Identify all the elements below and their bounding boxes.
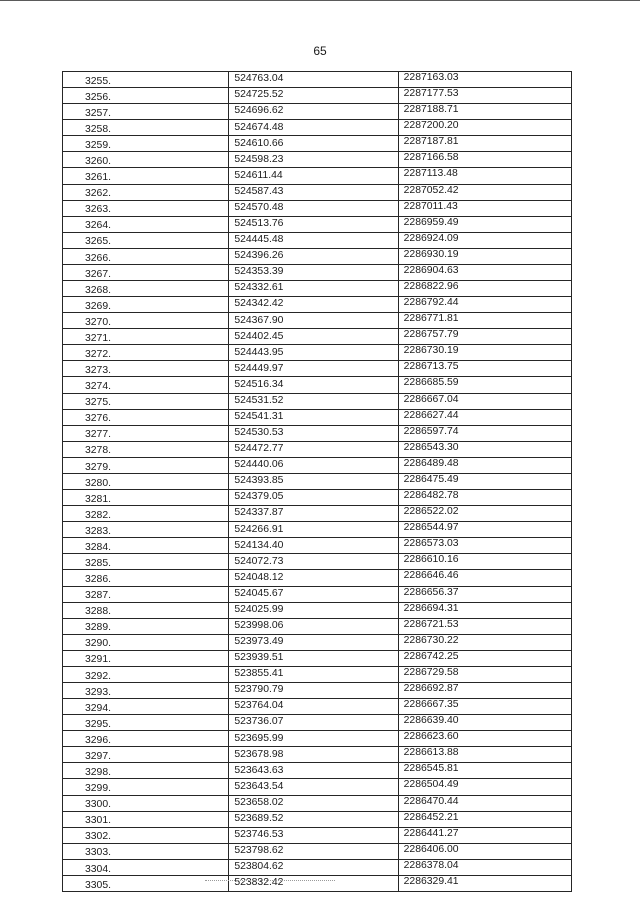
point-number-cell: 3299. (63, 779, 229, 795)
table-row (63, 232, 572, 248)
point-number-cell: 3283. (63, 522, 229, 538)
point-number-cell: 3296. (63, 731, 229, 747)
x-coordinate-cell: 523746.53 (229, 827, 398, 843)
table-row (63, 152, 572, 168)
table-row (63, 248, 572, 264)
x-coordinate-cell: 524449.97 (229, 361, 398, 377)
x-coordinate-cell: 524445.48 (229, 232, 398, 248)
point-number-cell: 3279. (63, 457, 229, 473)
x-coordinate-cell: 524696.62 (229, 104, 398, 120)
point-number-cell: 3269. (63, 297, 229, 313)
y-coordinate-cell: 2286522.02 (398, 506, 571, 522)
point-number-cell: 3303. (63, 843, 229, 859)
point-number-cell: 3285. (63, 554, 229, 570)
table-row (63, 329, 572, 345)
x-coordinate-cell: 523678.98 (229, 747, 398, 763)
point-number-cell: 3259. (63, 136, 229, 152)
y-coordinate-cell: 2286452.21 (398, 811, 571, 827)
point-number-cell: 3286. (63, 570, 229, 586)
table-row (63, 506, 572, 522)
point-number-cell: 3260. (63, 152, 229, 168)
point-number-cell: 3278. (63, 441, 229, 457)
point-number-cell: 3292. (63, 666, 229, 682)
point-number-cell: 3280. (63, 473, 229, 489)
x-coordinate-cell: 524611.44 (229, 168, 398, 184)
y-coordinate-cell: 2286627.44 (398, 409, 571, 425)
point-number-cell: 3273. (63, 361, 229, 377)
x-coordinate-cell: 524402.45 (229, 329, 398, 345)
point-number-cell: 3295. (63, 715, 229, 731)
point-number-cell: 3255. (63, 72, 229, 88)
y-coordinate-cell: 2286656.37 (398, 586, 571, 602)
y-coordinate-cell: 2286639.40 (398, 715, 571, 731)
table-row (63, 473, 572, 489)
x-coordinate-cell: 523973.49 (229, 634, 398, 650)
y-coordinate-cell: 2286792.44 (398, 297, 571, 313)
x-coordinate-cell: 523855.41 (229, 666, 398, 682)
table-row (63, 731, 572, 747)
x-coordinate-cell: 524393.85 (229, 473, 398, 489)
y-coordinate-cell: 2287200.20 (398, 120, 571, 136)
table-row (63, 297, 572, 313)
x-coordinate-cell: 523689.52 (229, 811, 398, 827)
table-row (63, 779, 572, 795)
table-row (63, 361, 572, 377)
point-number-cell: 3294. (63, 699, 229, 715)
y-coordinate-cell: 2287113.48 (398, 168, 571, 184)
table-row (63, 409, 572, 425)
point-number-cell: 3288. (63, 602, 229, 618)
y-coordinate-cell: 2287187.81 (398, 136, 571, 152)
x-coordinate-cell: 524342.42 (229, 297, 398, 313)
y-coordinate-cell: 2286597.74 (398, 425, 571, 441)
y-coordinate-cell: 2287166.58 (398, 152, 571, 168)
point-number-cell: 3261. (63, 168, 229, 184)
y-coordinate-cell: 2286721.53 (398, 618, 571, 634)
table-row (63, 281, 572, 297)
x-coordinate-cell: 524541.31 (229, 409, 398, 425)
table-row (63, 522, 572, 538)
y-coordinate-cell: 2286544.97 (398, 522, 571, 538)
table-row (63, 554, 572, 570)
x-coordinate-cell: 524072.73 (229, 554, 398, 570)
point-number-cell: 3263. (63, 200, 229, 216)
y-coordinate-cell: 2286623.60 (398, 731, 571, 747)
y-coordinate-cell: 2286613.88 (398, 747, 571, 763)
point-number-cell: 3290. (63, 634, 229, 650)
y-coordinate-cell: 2286543.30 (398, 441, 571, 457)
table-row (63, 586, 572, 602)
table-row (63, 747, 572, 763)
page-top-border (0, 0, 640, 1)
table-row (63, 345, 572, 361)
table-row (63, 264, 572, 280)
point-number-cell: 3267. (63, 264, 229, 280)
point-number-cell: 3300. (63, 795, 229, 811)
x-coordinate-cell: 524134.40 (229, 538, 398, 554)
y-coordinate-cell: 2286694.31 (398, 602, 571, 618)
point-number-cell: 3301. (63, 811, 229, 827)
x-coordinate-cell: 524379.05 (229, 490, 398, 506)
x-coordinate-cell: 524443.95 (229, 345, 398, 361)
point-number-cell: 3287. (63, 586, 229, 602)
x-coordinate-cell: 524353.39 (229, 264, 398, 280)
x-coordinate-cell: 523764.04 (229, 699, 398, 715)
x-coordinate-cell: 524045.67 (229, 586, 398, 602)
x-coordinate-cell: 524337.87 (229, 506, 398, 522)
table-row (63, 490, 572, 506)
point-number-cell: 3276. (63, 409, 229, 425)
y-coordinate-cell: 2286646.46 (398, 570, 571, 586)
point-number-cell: 3284. (63, 538, 229, 554)
table-row (63, 120, 572, 136)
x-coordinate-cell: 524570.48 (229, 200, 398, 216)
x-coordinate-cell: 523798.62 (229, 843, 398, 859)
point-number-cell: 3293. (63, 682, 229, 698)
y-coordinate-cell: 2286924.09 (398, 232, 571, 248)
y-coordinate-cell: 2286482.78 (398, 490, 571, 506)
x-coordinate-cell: 524530.53 (229, 425, 398, 441)
table-row (63, 634, 572, 650)
y-coordinate-cell: 2286610.16 (398, 554, 571, 570)
table-row (63, 72, 572, 88)
y-coordinate-cell: 2286504.49 (398, 779, 571, 795)
y-coordinate-cell: 2287011.43 (398, 200, 571, 216)
point-number-cell: 3268. (63, 281, 229, 297)
y-coordinate-cell: 2286573.03 (398, 538, 571, 554)
table-row (63, 393, 572, 409)
x-coordinate-cell: 524598.23 (229, 152, 398, 168)
point-number-cell: 3298. (63, 763, 229, 779)
table-row (63, 200, 572, 216)
y-coordinate-cell: 2286757.79 (398, 329, 571, 345)
x-coordinate-cell: 524332.61 (229, 281, 398, 297)
page-number: 65 (313, 44, 327, 58)
y-coordinate-cell: 2286685.59 (398, 377, 571, 393)
table-row (63, 843, 572, 859)
x-coordinate-cell: 524531.52 (229, 393, 398, 409)
point-number-cell: 3277. (63, 425, 229, 441)
point-number-cell: 3262. (63, 184, 229, 200)
point-number-cell: 3256. (63, 88, 229, 104)
x-coordinate-cell: 523790.79 (229, 682, 398, 698)
table-row (63, 682, 572, 698)
x-coordinate-cell: 524440.06 (229, 457, 398, 473)
y-coordinate-cell: 2286730.22 (398, 634, 571, 650)
y-coordinate-cell: 2286930.19 (398, 248, 571, 264)
point-number-cell: 3275. (63, 393, 229, 409)
table-row (63, 441, 572, 457)
x-coordinate-cell: 523939.51 (229, 650, 398, 666)
x-coordinate-cell: 523804.62 (229, 859, 398, 875)
table-row (63, 827, 572, 843)
table-row (63, 88, 572, 104)
table-row (63, 875, 572, 891)
table-row (63, 570, 572, 586)
x-coordinate-cell: 523832.42 (229, 875, 398, 891)
y-coordinate-cell: 2286667.04 (398, 393, 571, 409)
point-number-cell: 3297. (63, 747, 229, 763)
x-coordinate-cell: 524048.12 (229, 570, 398, 586)
y-coordinate-cell: 2286742.25 (398, 650, 571, 666)
point-number-cell: 3258. (63, 120, 229, 136)
point-number-cell: 3271. (63, 329, 229, 345)
point-number-cell: 3266. (63, 248, 229, 264)
x-coordinate-cell: 524610.66 (229, 136, 398, 152)
table-row (63, 699, 572, 715)
point-number-cell: 3289. (63, 618, 229, 634)
table-row (63, 216, 572, 232)
y-coordinate-cell: 2286378.04 (398, 859, 571, 875)
table-row (63, 618, 572, 634)
y-coordinate-cell: 2286729.58 (398, 666, 571, 682)
x-coordinate-cell: 524472.77 (229, 441, 398, 457)
table-row (63, 313, 572, 329)
point-number-cell: 3264. (63, 216, 229, 232)
table-row (63, 457, 572, 473)
x-coordinate-cell: 524266.91 (229, 522, 398, 538)
point-number-cell: 3270. (63, 313, 229, 329)
table-row (63, 377, 572, 393)
x-coordinate-cell: 524516.34 (229, 377, 398, 393)
y-coordinate-cell: 2286904.63 (398, 264, 571, 280)
table-row (63, 795, 572, 811)
x-coordinate-cell: 523998.06 (229, 618, 398, 634)
y-coordinate-cell: 2286470.44 (398, 795, 571, 811)
point-number-cell: 3274. (63, 377, 229, 393)
point-number-cell: 3272. (63, 345, 229, 361)
y-coordinate-cell: 2286822.96 (398, 281, 571, 297)
y-coordinate-cell: 2287163.03 (398, 72, 571, 88)
table-row (63, 136, 572, 152)
point-number-cell: 3257. (63, 104, 229, 120)
y-coordinate-cell: 2286730.19 (398, 345, 571, 361)
table-row (63, 859, 572, 875)
table-row (63, 168, 572, 184)
table-row (63, 666, 572, 682)
x-coordinate-cell: 524674.48 (229, 120, 398, 136)
y-coordinate-cell: 2286406.00 (398, 843, 571, 859)
point-number-cell: 3304. (63, 859, 229, 875)
x-coordinate-cell: 524587.43 (229, 184, 398, 200)
y-coordinate-cell: 2287188.71 (398, 104, 571, 120)
point-number-cell: 3305. (63, 875, 229, 891)
x-coordinate-cell: 524025.99 (229, 602, 398, 618)
point-number-cell: 3291. (63, 650, 229, 666)
y-coordinate-cell: 2286545.81 (398, 763, 571, 779)
table-row (63, 763, 572, 779)
x-coordinate-cell: 523643.54 (229, 779, 398, 795)
table-row (63, 538, 572, 554)
x-coordinate-cell: 524513.76 (229, 216, 398, 232)
table-row (63, 104, 572, 120)
x-coordinate-cell: 524725.52 (229, 88, 398, 104)
y-coordinate-cell: 2286692.87 (398, 682, 571, 698)
x-coordinate-cell: 523736.07 (229, 715, 398, 731)
x-coordinate-cell: 524367.90 (229, 313, 398, 329)
table-row (63, 602, 572, 618)
table-row (63, 811, 572, 827)
y-coordinate-cell: 2286329.41 (398, 875, 571, 891)
y-coordinate-cell: 2287177.53 (398, 88, 571, 104)
y-coordinate-cell: 2286441.27 (398, 827, 571, 843)
y-coordinate-cell: 2286959.49 (398, 216, 571, 232)
x-coordinate-cell: 524763.04 (229, 72, 398, 88)
y-coordinate-cell: 2286475.49 (398, 473, 571, 489)
table-row (63, 184, 572, 200)
point-number-cell: 3282. (63, 506, 229, 522)
table-row (63, 425, 572, 441)
coordinates-table-body (63, 72, 572, 892)
table-row (63, 650, 572, 666)
coordinates-table (62, 71, 572, 892)
y-coordinate-cell: 2286667.35 (398, 699, 571, 715)
footer-rule (205, 880, 335, 882)
y-coordinate-cell: 2286771.81 (398, 313, 571, 329)
x-coordinate-cell: 523695.99 (229, 731, 398, 747)
y-coordinate-cell: 2286489.48 (398, 457, 571, 473)
point-number-cell: 3302. (63, 827, 229, 843)
table-row (63, 715, 572, 731)
point-number-cell: 3265. (63, 232, 229, 248)
x-coordinate-cell: 524396.26 (229, 248, 398, 264)
y-coordinate-cell: 2287052.42 (398, 184, 571, 200)
y-coordinate-cell: 2286713.75 (398, 361, 571, 377)
x-coordinate-cell: 523643.63 (229, 763, 398, 779)
point-number-cell: 3281. (63, 490, 229, 506)
x-coordinate-cell: 523658.02 (229, 795, 398, 811)
